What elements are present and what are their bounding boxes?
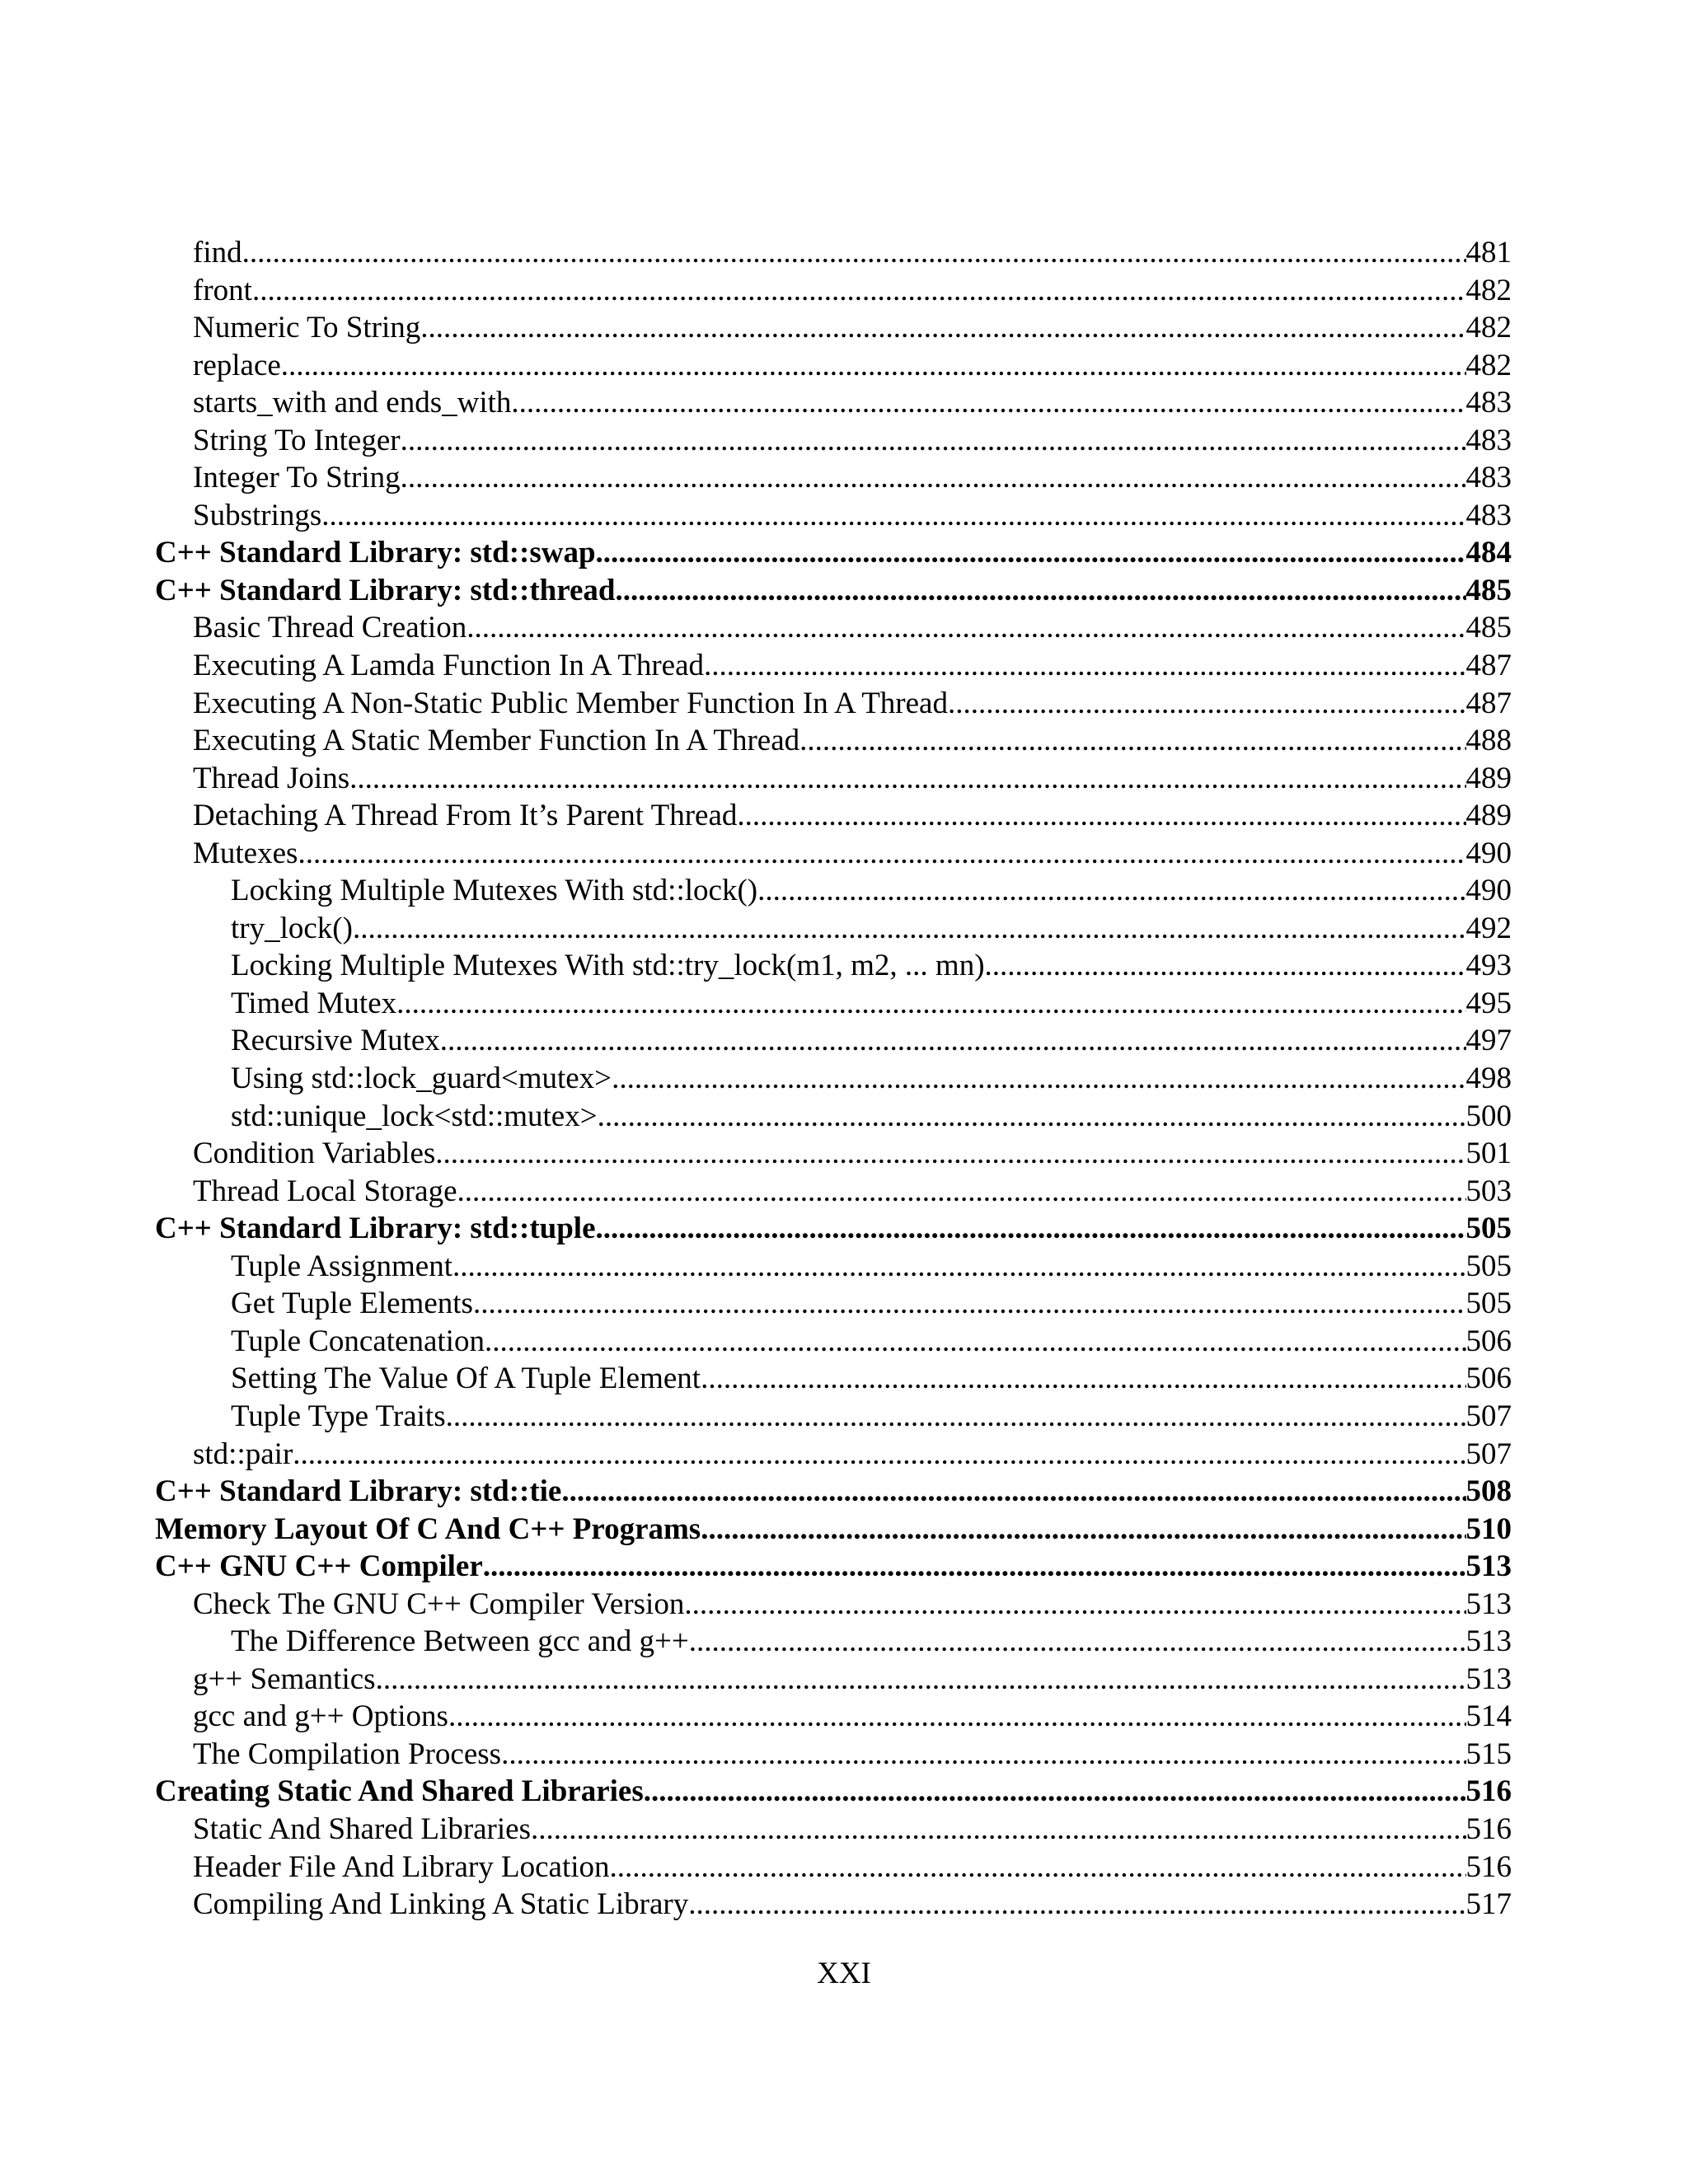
toc-entry[interactable] — [155, 384, 1512, 422]
toc-entry-page: 500 — [1465, 1099, 1512, 1133]
toc-entry-title: Tuple Type Traits — [231, 1399, 446, 1433]
toc-entry[interactable] — [155, 1398, 1512, 1436]
toc-entry[interactable] — [155, 1248, 1512, 1286]
toc-entry-title: C++ Standard Library: std::swap — [155, 536, 596, 570]
toc-entry-title: Using std::lock_guard<mutex> — [231, 1062, 612, 1096]
toc-entry-page: 505 — [1465, 1249, 1512, 1283]
dot-leader — [473, 1285, 1466, 1323]
toc-entry[interactable] — [155, 1773, 1512, 1811]
toc-entry[interactable] — [155, 1511, 1512, 1549]
toc-entry[interactable] — [155, 1135, 1512, 1173]
toc-entry-title: Basic Thread Creation — [193, 611, 467, 645]
toc-entry-page: 505 — [1465, 1212, 1512, 1246]
toc-entry-title: Locking Multiple Mutexes With std::lock() — [231, 874, 758, 908]
toc-entry-page: 495 — [1465, 986, 1512, 1020]
toc-entry-page: 481 — [1465, 236, 1512, 269]
toc-entry[interactable] — [155, 947, 1512, 985]
toc-entry-page: 507 — [1465, 1436, 1512, 1471]
toc-entry-page: 483 — [1465, 423, 1512, 457]
toc-entry-page: 513 — [1465, 1661, 1512, 1696]
dot-leader — [457, 1173, 1466, 1211]
dot-leader — [616, 572, 1466, 610]
dot-leader — [689, 1623, 1466, 1661]
toc-entry-title: Setting The Value Of A Tuple Element — [231, 1361, 701, 1396]
toc-entry[interactable] — [155, 1022, 1512, 1060]
toc-entry-page: 485 — [1465, 611, 1512, 645]
toc-entry-page: 490 — [1465, 836, 1512, 870]
toc-entry[interactable] — [155, 835, 1512, 873]
dot-leader — [531, 1811, 1466, 1849]
dot-leader — [948, 685, 1466, 723]
toc-entry-page: 490 — [1465, 874, 1512, 908]
dot-leader — [701, 1360, 1465, 1398]
toc-entry-page: 483 — [1465, 498, 1512, 532]
toc-entry-page: 513 — [1465, 1549, 1512, 1584]
dot-leader — [452, 1248, 1466, 1286]
toc-entry-title: C++ Standard Library: std::tuple — [155, 1212, 596, 1246]
toc-entry-page: 497 — [1465, 1024, 1512, 1058]
toc-entry-page: 489 — [1465, 761, 1512, 795]
toc-entry[interactable] — [155, 309, 1512, 347]
toc-entry[interactable] — [155, 234, 1512, 272]
toc-entry-title: Tuple Concatenation — [231, 1324, 485, 1358]
toc-entry[interactable] — [155, 1210, 1512, 1248]
dot-leader — [596, 1210, 1466, 1248]
toc-entry-title: Detaching A Thread From It’s Parent Thread — [193, 799, 738, 833]
toc-entry[interactable] — [155, 1285, 1512, 1323]
toc-entry-page: 482 — [1465, 311, 1512, 345]
dot-leader — [644, 1773, 1466, 1811]
toc-entry-page: 513 — [1465, 1586, 1512, 1621]
toc-entry-title: Header File And Library Location — [193, 1849, 610, 1884]
toc-entry[interactable] — [155, 534, 1512, 572]
dot-leader — [349, 760, 1465, 798]
toc-entry[interactable] — [155, 647, 1512, 685]
toc-entry-title: Check The GNU C++ Compiler Version — [193, 1586, 685, 1621]
toc-entry-title: std::unique_lock<std::mutex> — [231, 1099, 598, 1133]
toc-entry-title: g++ Semantics — [193, 1661, 376, 1696]
toc-entry-page: 487 — [1465, 686, 1512, 720]
toc-entry[interactable] — [155, 872, 1512, 910]
toc-entry[interactable] — [155, 797, 1512, 835]
dot-leader — [757, 872, 1465, 910]
toc-entry-title: Integer To String — [193, 461, 401, 495]
dot-leader — [596, 534, 1466, 572]
dot-leader — [501, 1736, 1465, 1774]
toc-entry[interactable] — [155, 1173, 1512, 1211]
toc-entry-page: 488 — [1465, 724, 1512, 758]
toc-entry-title: Executing A Non-Static Public Member Function In A Thread — [193, 686, 948, 720]
dot-leader — [561, 1473, 1465, 1511]
toc-entry-page: 516 — [1465, 1849, 1512, 1884]
toc-entry-title: Thread Joins — [193, 761, 350, 795]
toc-entry-title: replace — [193, 348, 281, 382]
toc-entry-page: 506 — [1465, 1324, 1512, 1358]
dot-leader — [612, 1060, 1465, 1098]
toc-entry-title: Substrings — [193, 498, 322, 532]
toc-entry[interactable] — [155, 1473, 1512, 1511]
toc-entry-page: 505 — [1465, 1286, 1512, 1321]
dot-leader — [701, 1511, 1465, 1549]
toc-entry[interactable] — [155, 347, 1512, 385]
dot-leader — [298, 835, 1465, 873]
toc-entry-page: 516 — [1465, 1811, 1512, 1846]
toc-entry-title: Creating Static And Shared Libraries — [155, 1774, 644, 1809]
toc-entry[interactable] — [155, 1698, 1512, 1736]
dot-leader — [448, 1698, 1466, 1736]
toc-entry[interactable] — [155, 985, 1512, 1023]
toc-entry-page: 513 — [1465, 1624, 1512, 1659]
dot-leader — [321, 497, 1465, 535]
toc-entry-page: 483 — [1465, 386, 1512, 420]
dot-leader — [610, 1849, 1466, 1886]
dot-leader — [401, 422, 1466, 460]
toc-entry-page: 506 — [1465, 1361, 1512, 1396]
toc-entry-title: find — [193, 236, 242, 269]
toc-entry-title: Static And Shared Libraries — [193, 1811, 531, 1846]
table-of-contents — [155, 234, 1512, 1924]
toc-entry-title: Condition Variables — [193, 1137, 436, 1171]
toc-entry-page: 487 — [1465, 649, 1512, 683]
toc-entry-title: Compiling And Linking A Static Library — [193, 1887, 689, 1922]
toc-entry[interactable] — [155, 760, 1512, 798]
toc-entry-page: 510 — [1465, 1511, 1512, 1546]
dot-leader — [483, 1548, 1466, 1586]
toc-entry-page: 515 — [1465, 1736, 1512, 1771]
dot-leader — [401, 459, 1466, 497]
toc-entry-title: The Compilation Process — [193, 1736, 502, 1771]
toc-entry-page: 489 — [1465, 799, 1512, 833]
dot-leader — [376, 1661, 1466, 1699]
toc-entry-page: 484 — [1465, 536, 1512, 570]
dot-leader — [704, 647, 1466, 685]
toc-entry-title: front — [193, 273, 252, 307]
toc-entry[interactable] — [155, 459, 1512, 497]
dot-leader — [485, 1323, 1466, 1361]
dot-leader — [446, 1398, 1466, 1436]
toc-entry[interactable] — [155, 572, 1512, 610]
dot-leader — [467, 609, 1465, 647]
toc-entry-title: gcc and g++ Options — [193, 1699, 448, 1734]
toc-entry[interactable] — [155, 910, 1512, 948]
toc-entry-title: C++ Standard Library: std::thread — [155, 573, 616, 607]
dot-leader — [737, 797, 1465, 835]
toc-entry[interactable] — [155, 1736, 1512, 1774]
toc-entry-title: Executing A Lamda Function In A Thread — [193, 649, 704, 683]
toc-entry[interactable] — [155, 1436, 1512, 1474]
page-number: XXI — [817, 1957, 871, 1990]
dot-leader — [985, 947, 1466, 985]
dot-leader — [242, 234, 1466, 272]
toc-entry[interactable] — [155, 1886, 1512, 1924]
dot-leader — [799, 722, 1465, 760]
toc-entry-page: 485 — [1465, 573, 1512, 607]
dot-leader — [252, 272, 1466, 310]
toc-entry[interactable] — [155, 1661, 1512, 1699]
toc-entry-title: Thread Local Storage — [193, 1174, 457, 1208]
toc-entry[interactable] — [155, 1360, 1512, 1398]
toc-entry-title: Mutexes — [193, 836, 298, 870]
dot-leader — [511, 384, 1465, 422]
toc-entry[interactable] — [155, 1060, 1512, 1098]
toc-entry[interactable] — [155, 1623, 1512, 1661]
toc-entry-page: 516 — [1465, 1774, 1512, 1809]
dot-leader — [353, 910, 1466, 948]
dot-leader — [293, 1436, 1465, 1474]
toc-entry-title: starts_with and ends_with — [193, 386, 512, 420]
toc-entry-title: Tuple Assignment — [231, 1249, 452, 1283]
toc-entry[interactable] — [155, 685, 1512, 723]
toc-entry-title: Memory Layout Of C And C++ Programs — [155, 1511, 701, 1546]
toc-entry[interactable] — [155, 722, 1512, 760]
toc-entry-title: C++ GNU C++ Compiler — [155, 1549, 483, 1584]
toc-entry-title: Numeric To String — [193, 311, 421, 345]
toc-entry-title: std::pair — [193, 1436, 293, 1471]
toc-entry-page: 514 — [1465, 1699, 1512, 1734]
toc-entry[interactable] — [155, 422, 1512, 460]
toc-entry[interactable] — [155, 1548, 1512, 1586]
toc-entry[interactable] — [155, 272, 1512, 310]
dot-leader — [598, 1098, 1466, 1136]
toc-entry-title: String To Integer — [193, 423, 401, 457]
dot-leader — [688, 1886, 1465, 1924]
dot-leader — [396, 985, 1465, 1023]
toc-entry-title: Locking Multiple Mutexes With std::try_lock(m1, m2, ... mn) — [231, 949, 985, 983]
toc-entry-title: C++ Standard Library: std::tie — [155, 1474, 562, 1509]
toc-entry-page: 498 — [1465, 1062, 1512, 1096]
toc-entry[interactable] — [155, 497, 1512, 535]
toc-entry-title: Recursive Mutex — [231, 1024, 440, 1058]
toc-entry[interactable] — [155, 609, 1512, 647]
toc-entry[interactable] — [155, 1811, 1512, 1849]
dot-leader — [440, 1022, 1466, 1060]
toc-entry[interactable] — [155, 1849, 1512, 1886]
dot-leader — [684, 1586, 1465, 1624]
toc-entry-page: 503 — [1465, 1174, 1512, 1208]
toc-entry-title: Executing A Static Member Function In A Thread — [193, 724, 800, 758]
toc-entry[interactable] — [155, 1586, 1512, 1624]
toc-entry-title: try_lock() — [231, 911, 353, 945]
dot-leader — [281, 347, 1466, 385]
toc-entry-page: 507 — [1465, 1399, 1512, 1433]
toc-entry-page: 501 — [1465, 1137, 1512, 1171]
toc-entry-page: 508 — [1465, 1474, 1512, 1509]
dot-leader — [420, 309, 1465, 347]
toc-entry-title: Timed Mutex — [231, 986, 397, 1020]
toc-entry-page: 493 — [1465, 949, 1512, 983]
toc-entry-page: 492 — [1465, 911, 1512, 945]
dot-leader — [435, 1135, 1465, 1173]
toc-entry-title: The Difference Between gcc and g++ — [231, 1624, 689, 1659]
toc-entry-page: 483 — [1465, 461, 1512, 495]
toc-entry-page: 482 — [1465, 348, 1512, 382]
toc-entry[interactable] — [155, 1098, 1512, 1136]
toc-entry[interactable] — [155, 1323, 1512, 1361]
toc-entry-page: 482 — [1465, 273, 1512, 307]
toc-entry-title: Get Tuple Elements — [231, 1286, 473, 1321]
toc-entry-page: 517 — [1465, 1887, 1512, 1922]
